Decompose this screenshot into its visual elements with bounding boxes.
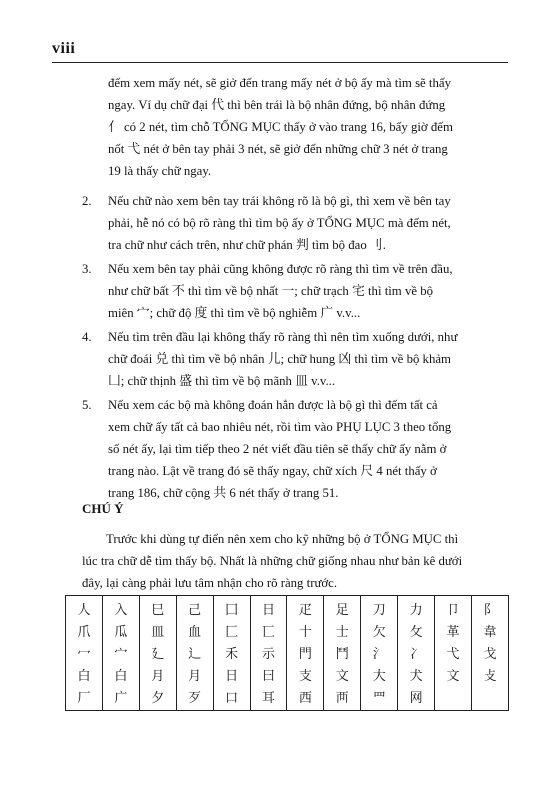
table-cell <box>250 596 287 711</box>
glyph: 囗 <box>225 603 239 618</box>
glyph: 宀 <box>114 647 128 662</box>
glyph: 人 <box>77 603 91 618</box>
glyph: 支 <box>298 669 312 684</box>
text-line: chữ đoái 兑 thì tìm về bộ nhân 儿; chữ hung 凶 thì tìm về bộ khảm <box>108 352 451 366</box>
glyph: 弋 <box>446 647 460 662</box>
glyph: 瓜 <box>114 625 128 640</box>
glyph: 匸 <box>261 625 275 640</box>
glyph: 白 <box>77 669 91 684</box>
glyph: 士 <box>335 625 349 640</box>
table-row <box>66 596 509 711</box>
glyph: 血 <box>188 625 202 640</box>
glyph: 日 <box>225 669 239 684</box>
header-rule <box>52 62 508 63</box>
text-line: đây, lại càng phải lưu tâm nhận cho rõ ràng trước. <box>82 576 338 590</box>
text-line: đếm xem mấy nét, sẽ giở đến trang mấy nét ở bộ ấy mà tìm sẽ thấy <box>108 76 451 90</box>
glyph: 疋 <box>298 603 312 618</box>
item-number: 2. <box>82 194 92 208</box>
glyph: 韋 <box>483 625 497 640</box>
note-paragraph <box>82 528 508 594</box>
table-cell <box>66 596 103 711</box>
glyph: 夕 <box>151 691 165 706</box>
item-text <box>108 326 508 392</box>
glyph: 冖 <box>77 647 91 662</box>
glyph: 襾 <box>335 691 349 706</box>
item-number: 3. <box>82 262 92 276</box>
glyph: 示 <box>261 647 275 662</box>
intro-paragraph <box>108 72 508 182</box>
text-line: xem chữ ấy tất cả bao nhiêu nét, rồi tìm vào PHỤ LỤC 3 theo tổng <box>108 420 452 434</box>
glyph: 鬥 <box>335 647 349 662</box>
table-cell <box>324 596 361 711</box>
glyph: 厂 <box>77 691 91 706</box>
text-line: 亻 có 2 nét, tìm chỗ TỔNG MỤC thấy ở vào trang 16, bấy giờ đếm <box>108 120 453 134</box>
text-line: 19 là thấy chữ ngay. <box>108 164 212 178</box>
item-text <box>108 190 508 256</box>
glyph: 文 <box>446 669 460 684</box>
text-line: Trước khi dùng tự điển nên xem cho kỹ những bộ ở TỔNG MỤC thì <box>106 532 459 546</box>
glyph: 口 <box>225 691 239 706</box>
glyph: 歹 <box>188 691 202 706</box>
glyph: 犬 <box>409 669 423 684</box>
glyph: 文 <box>335 669 349 684</box>
glyph: 門 <box>298 647 312 662</box>
glyph: 皿 <box>151 625 165 640</box>
text-line: phải, hễ nó có bộ rõ ràng thì tìm bộ ấy ở TỔNG MỤC mà đếm nét, <box>108 216 451 230</box>
text-line: trang nào. Lật về trang đó sẽ thấy ngay, chữ xích 尺 4 nét thấy ở <box>108 464 437 478</box>
glyph: 西 <box>298 691 312 706</box>
item-number: 4. <box>82 330 92 344</box>
text-line: nốt 弋 nét ở bên tay phải 3 nét, sẽ giở đến những chữ 3 nét ở trang <box>108 142 448 156</box>
text-line: 凵; chữ thịnh 盛 thì tìm về bộ mãnh 皿 v.v... <box>108 374 336 388</box>
glyph: 广 <box>114 691 128 706</box>
glyph: 革 <box>446 625 460 640</box>
glyph: 曰 <box>261 669 275 684</box>
text-line: Nếu tìm trên đầu lại không thấy rõ ràng thì nên tìm xuống dưới, như <box>108 330 458 344</box>
glyph: 卩 <box>446 603 460 618</box>
text-line: số nét ấy, lại tìm tiếp theo 2 nét viết đầu tiên sẽ thấy chữ ấy nằm ở <box>108 442 447 456</box>
table-cell <box>287 596 324 711</box>
glyph: 力 <box>409 603 423 618</box>
text-line: như chữ bất 不 thì tìm về bộ nhất 一; chữ trạch 宅 thì tìm về bộ <box>108 284 434 298</box>
glyph: 辶 <box>188 647 202 662</box>
glyph: 足 <box>335 603 349 618</box>
text-line: trang 186, chữ cộng 共 6 nét thấy ở trang 51. <box>108 486 339 500</box>
glyph: 冫 <box>409 647 423 662</box>
glyph: 戈 <box>483 647 497 662</box>
table-cell <box>471 596 508 711</box>
glyph: 日 <box>261 603 275 618</box>
glyph: 入 <box>114 603 128 618</box>
glyph: 月 <box>151 669 165 684</box>
glyph: 月 <box>188 669 202 684</box>
glyph: 攴 <box>483 669 497 684</box>
similar-radicals-table <box>65 595 509 711</box>
glyph: 欠 <box>372 625 386 640</box>
glyph: 耳 <box>261 691 275 706</box>
table-cell <box>102 596 139 711</box>
item-number: 5. <box>82 398 92 412</box>
text-line: ngay. Ví dụ chữ đại 代 thì bên trái là bộ nhân đứng, bộ nhân đứng <box>108 98 446 112</box>
glyph: 廴 <box>151 647 165 662</box>
text-line: tra chữ như cách trên, như chữ phán 判 tìm bộ đao 刂. <box>108 238 386 252</box>
text-line: Nếu chữ nào xem bên tay trái không rõ là bộ gì, thì xem về bên tay <box>108 194 451 208</box>
item-text <box>108 258 508 324</box>
table-cell <box>398 596 435 711</box>
section-heading: CHÚ Ý <box>82 501 124 516</box>
glyph: 网 <box>409 691 423 706</box>
table-cell <box>213 596 250 711</box>
glyph: 罒 <box>372 691 386 706</box>
glyph: 十 <box>298 625 312 640</box>
glyph: 攵 <box>409 625 423 640</box>
glyph: 禾 <box>225 647 239 662</box>
table-cell <box>139 596 176 711</box>
glyph: 巳 <box>151 603 165 618</box>
table-cell <box>435 596 472 711</box>
glyph: 阝 <box>483 603 497 618</box>
table-cell <box>361 596 398 711</box>
glyph: 氵 <box>372 647 386 662</box>
glyph: 己 <box>188 603 202 618</box>
item-text <box>108 394 508 504</box>
glyph: 刀 <box>372 603 386 618</box>
text-line: Nếu xem các bộ mà không đoán hẳn được là bộ gì thì đếm tất cả <box>108 398 438 412</box>
text-line: Nếu xem bên tay phải cũng không được rõ ràng thì tìm về trên đầu, <box>108 262 453 276</box>
text-line: miên 宀; chữ độ 度 thì tìm về bộ nghiễm 广 v.v... <box>108 306 361 320</box>
page-number: viii <box>52 40 76 57</box>
glyph: 白 <box>114 669 128 684</box>
glyph: 大 <box>372 669 386 684</box>
table-cell <box>176 596 213 711</box>
text-line: lúc tra chữ dễ tìm thấy bộ. Nhất là những chữ giống nhau như bản kê dưới <box>82 554 463 568</box>
glyph: 爪 <box>77 625 91 640</box>
glyph: 匚 <box>225 625 239 640</box>
